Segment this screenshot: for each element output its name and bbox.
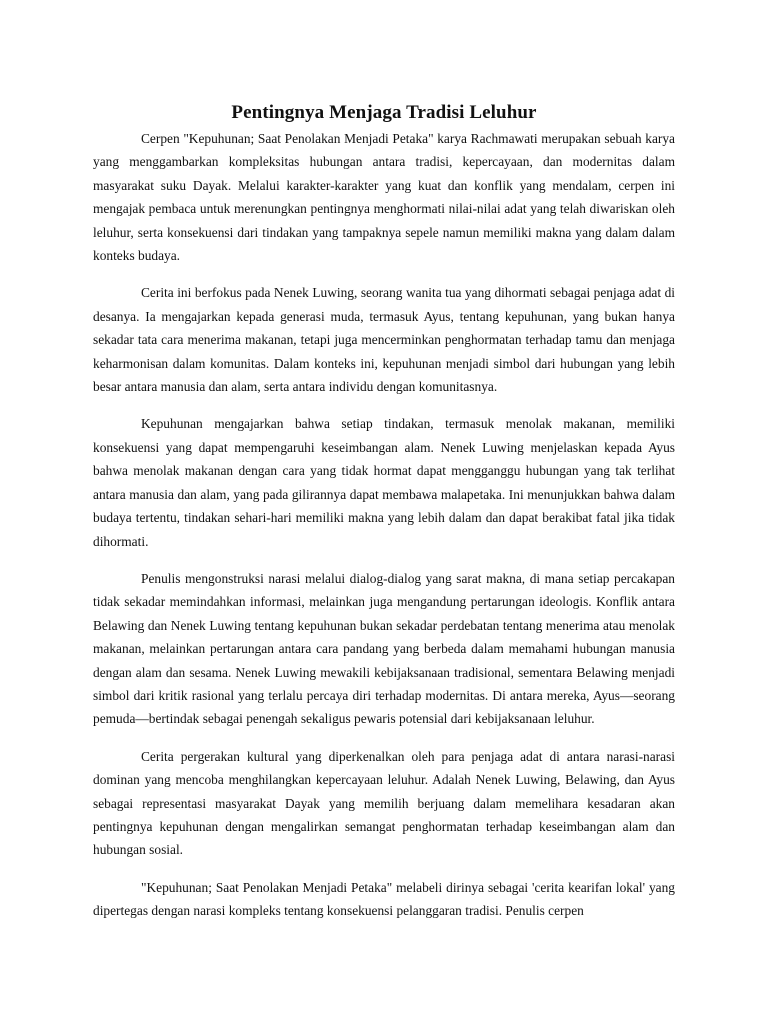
paragraph-2: Cerita ini berfokus pada Nenek Luwing, seorang wanita tua yang dihormati sebagai penjaga adat di desanya. Ia mengajarkan kepada generasi muda, termasuk Ayus, tentang kepuhunan, yang bukan hanya sekadar tata cara menerima makanan, tetapi juga mencerminkan penghormatan terhadap tamu dan menjaga keharmonisan dalam komunitas. Dalam konteks ini, kepuhunan menjadi simbol dari hubungan yang lebih besar antara manusia dan alam, serta antara individu dengan komunitasnya. (93, 285, 675, 395)
paragraph-1: Cerpen "Kepuhunan; Saat Penolakan Menjadi Petaka" karya Rachmawati merupakan sebuah karya yang menggambarkan kompleksitas hubungan antara tradisi, kepercayaan, dan modernitas dalam masyarakat suku Dayak. Melalui karakter-karakter yang kuat dan konflik yang mendalam, cerpen ini mengajak pembaca untuk merenungkan pentingnya menghormati nilai-nilai adat yang telah diwariskan oleh leluhur, serta konsekuensi dari tindakan yang tampaknya sepele namun memiliki makna yang dalam dalam konteks budaya. (93, 131, 675, 264)
document-page (93, 100, 675, 937)
paragraph-6: "Kepuhunan; Saat Penolakan Menjadi Petaka" melabeli dirinya sebagai 'cerita kearifan lokal' yang dipertegas dengan narasi kompleks tentang konsekuensi pelanggaran tradisi. Penulis cerpen (93, 879, 675, 919)
paragraph-4: Penulis mengonstruksi narasi melalui dialog-dialog yang sarat makna, di mana setiap percakapan tidak sekadar memindahkan informasi, melainkan juga mengandung pertarungan ideologis. Konflik antara Belawing dan Nenek Luwing tentang kepuhunan bukan sekadar perdebatan tentang menerima atau menolak makanan, melainkan pertarungan antara cara pandang yang berbeda dalam memahami hubungan manusia dengan alam dan sesama. Nenek Luwing mewakili kebijaksanaan tradisional, sementara Belawing menjadi simbol dari kritik rasional yang terlalu percaya diri terhadap modernitas. Di antara mereka, Ayus—seorang pemuda—bertindak sebagai penengah sekaligus pewaris potensial dari kebijaksanaan leluhur. (93, 570, 675, 727)
paragraph-5: Cerita pergerakan kultural yang diperkenalkan oleh para penjaga adat di antara narasi-narasi dominan yang mencoba menghilangkan kepercayaan leluhur. Adalah Nenek Luwing, Belawing, dan Ayus sebagai representasi masyarakat Dayak yang memilih berjuang dalam memelihara kesadaran akan pentingnya kepuhunan dengan mengalirkan semangat penghormatan terhadap keseimbangan alam dan hubungan sosial. (93, 748, 675, 858)
document-title: Pentingnya Menjaga Tradisi Leluhur (231, 102, 537, 123)
paragraph-3: Kepuhunan mengajarkan bahwa setiap tindakan, termasuk menolak makanan, memiliki konsekuensi yang dapat mempengaruhi keseimbangan alam. Nenek Luwing menjelaskan kepada Ayus bahwa menolak makanan dengan cara yang tidak hormat dapat mengganggu hubungan yang tak terlihat antara manusia dan alam, yang pada gilirannya dapat membawa malapetaka. Ini menunjukkan bahwa dalam budaya tertentu, tindakan sehari-hari memiliki makna yang lebih dalam dan dapat berakibat fatal jika tidak dihormati. (93, 416, 675, 549)
